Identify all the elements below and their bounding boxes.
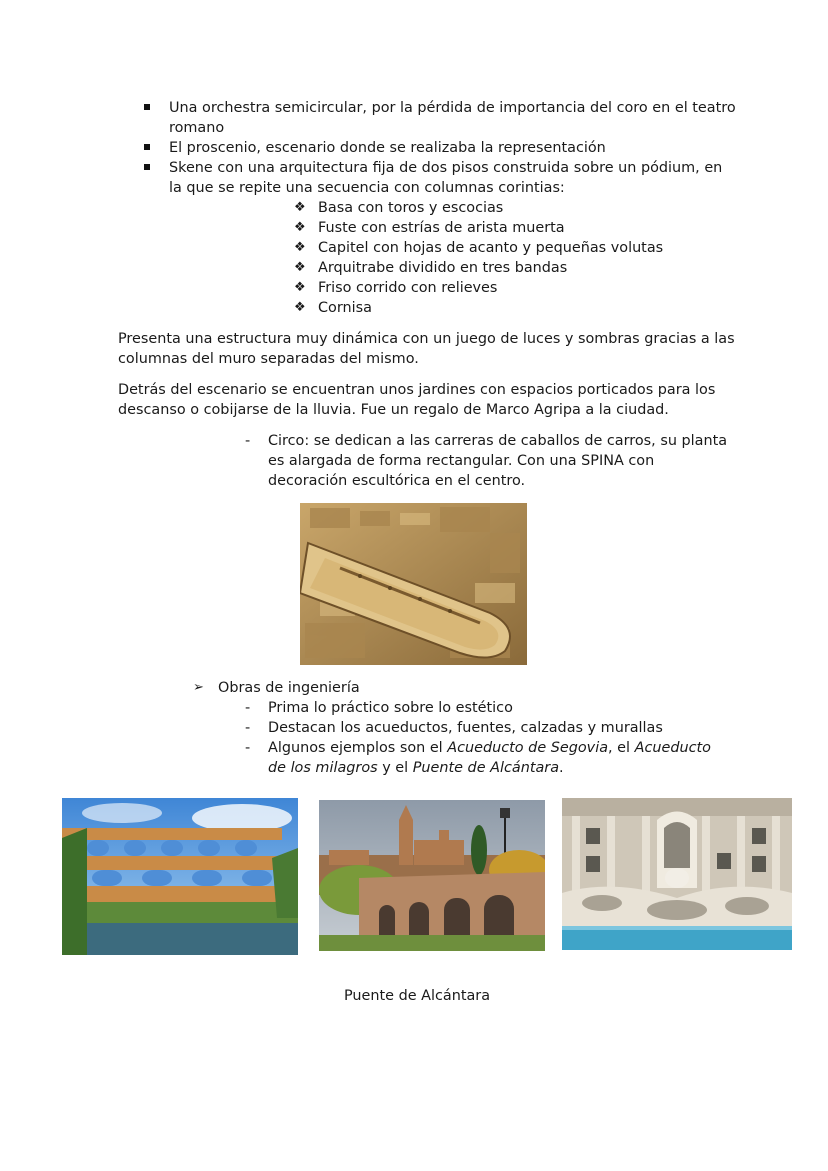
bullet-text: Skene con una arquitectura fija de dos pisos construida sobre un pódium, en (169, 160, 723, 176)
dash-bullet: - (245, 433, 251, 449)
text: Algunos ejemplos son el (268, 740, 448, 756)
arrow-bullet-icon: ➢ (193, 680, 204, 695)
paragraph-line: Presenta una estructura muy dinámica con un juego de luces y sombras gracias a las (118, 331, 735, 347)
paragraph-line: Detrás del escenario se encuentran unos jardines con espacios porticados para los (118, 382, 716, 398)
italic-name: Puente de Alcántara (412, 760, 560, 776)
paragraph-line: columnas del muro separadas del mismo. (118, 351, 419, 367)
dash-bullet: - (245, 740, 251, 756)
text: , el (608, 740, 635, 756)
diamond-bullet-icon: ❖ (294, 260, 306, 275)
bridge-cathedral-image (319, 800, 545, 951)
dash-bullet: - (245, 720, 251, 736)
bullet-text: la que se repite una secuencia con columnas corintias: (169, 180, 565, 196)
circo-line: es alargada de forma rectangular. Con una SPINA con (268, 453, 655, 469)
examples-line (268, 738, 711, 758)
section-heading: Obras de ingeniería (218, 680, 360, 696)
list-item: Destacan los acueductos, fuentes, calzadas y murallas (268, 720, 663, 736)
bullet-text: Una orchestra semicircular, por la pérdida de importancia del coro en el teatro (169, 100, 736, 116)
image-caption: Puente de Alcántara (344, 988, 491, 1004)
list-item: Friso corrido con relieves (318, 280, 498, 296)
dash-bullet: - (245, 700, 251, 716)
list-item: Basa con toros y escocias (318, 200, 504, 216)
list-item: Cornisa (318, 300, 372, 316)
bullet-text: El proscenio, escenario donde se realizaba la representación (169, 140, 606, 156)
italic-name: de los milagros (268, 760, 378, 776)
paragraph-line: descanso o cobijarse de la lluvia. Fue un regalo de Marco Agripa a la ciudad. (118, 402, 669, 418)
circus-maximus-image (300, 503, 527, 665)
list-item: Capitel con hojas de acanto y pequeñas volutas (318, 240, 664, 256)
list-item: Prima lo práctico sobre lo estético (268, 700, 513, 716)
fountain-image (562, 798, 792, 950)
circo-label: Circo: (268, 433, 310, 449)
diamond-bullet-icon: ❖ (294, 200, 306, 215)
bullet-square (144, 164, 150, 170)
bullet-square (144, 144, 150, 150)
diamond-bullet-icon: ❖ (294, 300, 306, 315)
text: . (559, 760, 564, 776)
italic-name: Acueducto (634, 740, 711, 756)
diamond-bullet-icon: ❖ (294, 220, 306, 235)
list-item: Arquitrabe dividido en tres bandas (318, 260, 568, 276)
list-item: Fuste con estrías de arista muerta (318, 220, 565, 236)
aqueduct-image (62, 798, 298, 955)
diamond-bullet-icon: ❖ (294, 280, 306, 295)
examples-line (268, 758, 564, 778)
text: y el (377, 760, 413, 776)
bullet-text: romano (169, 120, 225, 136)
circo-text: se dedican a las carreras de caballos de carros, su planta (309, 433, 728, 449)
italic-name: Acueducto de Segovia (447, 740, 609, 756)
bullet-square (144, 104, 150, 110)
diamond-bullet-icon: ❖ (294, 240, 306, 255)
circo-line: decoración escultórica en el centro. (268, 473, 526, 489)
circo-line (268, 431, 727, 451)
